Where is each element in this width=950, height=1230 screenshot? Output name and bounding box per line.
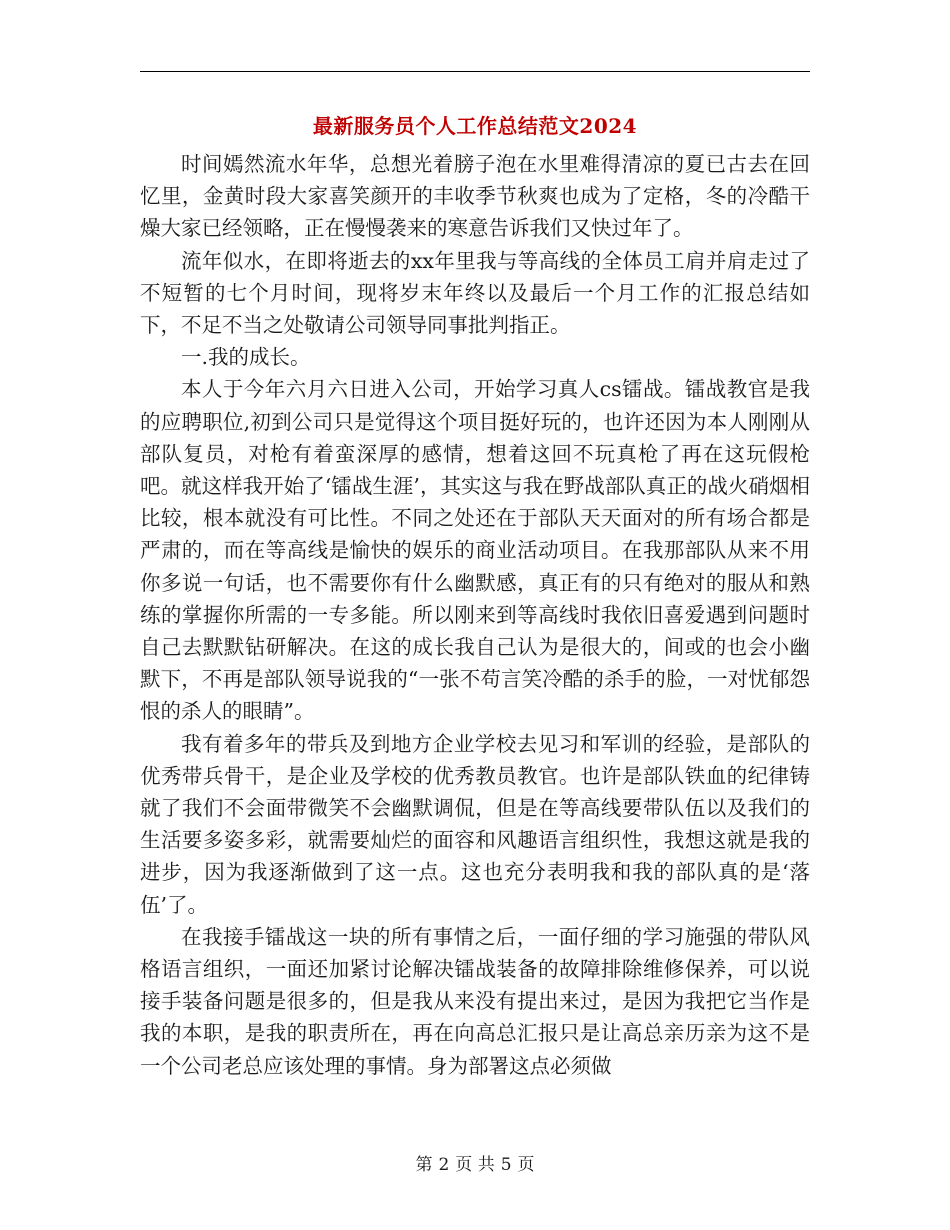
document-body [140,148,810,1082]
header-rule [140,71,810,72]
paragraph: 时间嫣然流水年华，总想光着膀子泡在水里难得清凉的夏已古去在回忆里，金黄时段大家喜笑颜开的丰收季节秋爽也成为了定格，冬的冷酷干燥大家已经领略，正在慢慢袭来的寒意告诉我们又快过年了。 [140,152,810,241]
page-total: 5 [500,1155,512,1175]
paragraph: 我有着多年的带兵及到地方企业学校去见习和军训的经验，是部队的优秀带兵骨干，是企业及学校的优秀教员教官。也许是部队铁血的纪律铸就了我们不会面带微笑不会幽默调侃，但是在等高线要带队伍以及我们的生活要多姿多彩，就需要灿烂的面容和风趣语言组织性，我想这就是我的进步，因为我逐渐做到了这一点。这也充分表明我和我的部队真的是‘落伍’了。 [140,731,810,917]
page-mid: 页 共 [455,1155,495,1175]
page-prefix: 第 [415,1155,433,1175]
paragraph: 本人于今年六月六日进入公司，开始学习真人cs镭战。镭战教官是我的应聘职位,初到公司只是觉得这个项目挺好玩的，也许还因为本人刚刚从部队复员，对枪有着蛮深厚的感情，想着这回不玩真枪了再在这玩假枪吧。就这样我开始了‘镭战生涯’，其实这与我在野战部队真正的战火硝烟相比较，根本就没有可比性。不同之处还在于部队天天面对的所有场合都是严肃的，而在等高线是愉快的娱乐的商业活动项目。在我那部队从来不用你多说一句话，也不需要你有什么幽默感，真正有的只有绝对的服从和熟练的掌握你所需的一专多能。所以刚来到等高线时我依旧喜爱遇到问题时自己去默默钻研解决。在这的成长我自己认为是很大的，间或的也会小幽默下，不再是部队领导说我的“一张不苟言笑冷酷的杀手的脸，一对忧郁怨恨的杀人的眼睛”。 [140,377,810,724]
paragraph: 流年似水，在即将逝去的xx年里我与等高线的全体员工肩并肩走过了不短暂的七个月时间，现将岁末年终以及最后一个月工作的汇报总结如下，不足不当之处敬请公司领导同事批判指正。 [140,248,810,338]
section-heading: 一.我的成长。 [181,345,311,370]
page-suffix: 页 [517,1155,535,1175]
page-footer [140,1153,810,1177]
document-title: 最新服务员个人工作总结范文2024 [312,114,638,138]
paragraph: 在我接手镭战这一块的所有事情之后，一面仔细的学习施强的带队风格语言组织，一面还加紧讨论解决镭战装备的故障排除维修保养，可以说接手装备问题是很多的，但是我从来没有提出来过，是因为我把它当作是我的本职，是我的职责所在，再在向高总汇报只是让高总亲历亲为这不是一个公司老总应该处理的事情。身为部署这点必须做 [140,924,810,1078]
page-number: 2 [438,1155,450,1175]
